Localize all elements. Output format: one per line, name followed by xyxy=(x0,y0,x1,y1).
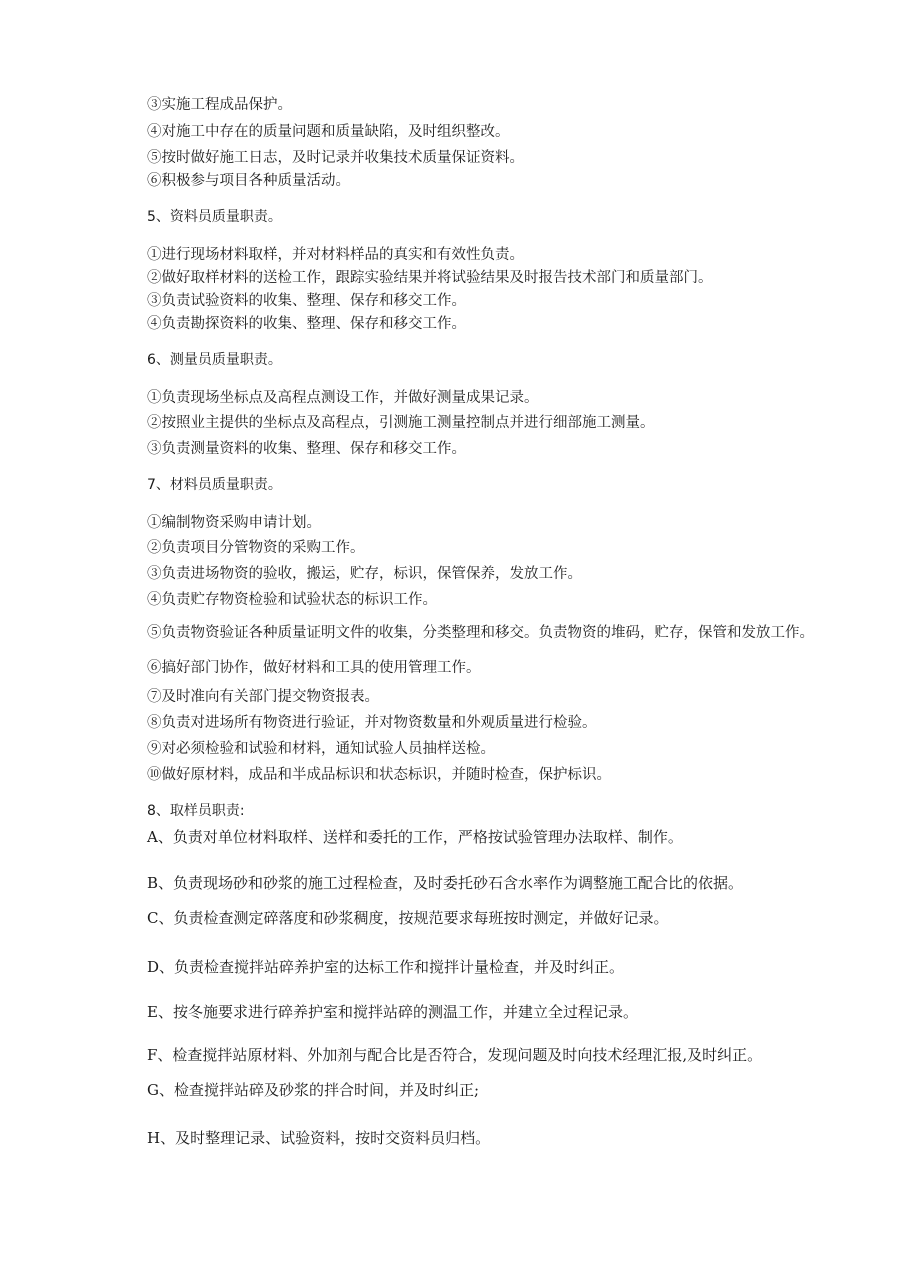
section-heading: 7、材料员质量职责。 xyxy=(147,477,282,493)
list-item: ⑨对必须检验和试验和材料，通知试验人员抽样送检。 xyxy=(147,741,495,757)
list-item: ⑦及时准向有关部门提交物资报表。 xyxy=(147,689,379,705)
list-item: ②按照业主提供的坐标点及高程点，引测施工测量控制点并进行细部施工测量。 xyxy=(147,415,655,431)
list-item: ⑩做好原材料，成品和半成品标识和状态标识，并随时检查，保护标识。 xyxy=(147,767,611,783)
list-item: G、检查搅拌站碎及砂浆的拌合时间，并及时纠正; xyxy=(147,1081,480,1099)
list-item: ⑤负责物资验证各种质量证明文件的收集，分类整理和移交。负责物资的堆码，贮存，保管和发放工作。 xyxy=(147,625,814,641)
section-heading: 5、资料员质量职责。 xyxy=(147,209,282,225)
list-item: ②做好取样材料的送检工作，跟踪实验结果并将试验结果及时报告技术部门和质量部门。 xyxy=(147,270,713,286)
list-item: ④负责勘探资料的收集、整理、保存和移交工作。 xyxy=(147,316,466,332)
list-item: E、按冬施要求进行碎养护室和搅拌站碎的测温工作，并建立全过程记录。 xyxy=(147,1003,638,1021)
list-item: B、负责现场砂和砂浆的施工过程检查，及时委托砂石含水率作为调整施工配合比的依据。 xyxy=(147,874,744,892)
list-item: ①负责现场坐标点及高程点测设工作，并做好测量成果记录。 xyxy=(147,390,539,406)
list-item: ③实施工程成品保护。 xyxy=(147,97,292,113)
list-item: ④负责贮存物资检验和试验状态的标识工作。 xyxy=(147,592,437,608)
list-item: ⑤按时做好施工日志，及时记录并收集技术质量保证资料。 xyxy=(147,150,524,166)
list-item: ⑥搞好部门协作，做好材料和工具的使用管理工作。 xyxy=(147,660,481,676)
list-item: D、负责检查搅拌站碎养护室的达标工作和搅拌计量检查，并及时纠正。 xyxy=(147,958,625,976)
list-item: A、负责对单位材料取样、送样和委托的工作，严格按试验管理办法取样、制作。 xyxy=(147,828,683,846)
list-item: ③负责进场物资的验收，搬运，贮存，标识，保管保养，发放工作。 xyxy=(147,566,582,582)
list-item: ③负责试验资料的收集、整理、保存和移交工作。 xyxy=(147,293,466,309)
list-item: ②负责项目分管物资的采购工作。 xyxy=(147,540,365,556)
list-item: ③负责测量资料的收集、整理、保存和移交工作。 xyxy=(147,441,466,457)
list-item: ⑥积极参与项目各种质量活动。 xyxy=(147,173,350,189)
section-heading: 6、测量员质量职责。 xyxy=(147,352,282,368)
list-item: ④对施工中存在的质量问题和质量缺陷，及时组织整改。 xyxy=(147,124,510,140)
list-item: F、检查搅拌站原材料、外加剂与配合比是否符合，发现问题及时向技术经理汇报,及时纠正。 xyxy=(147,1046,763,1064)
list-item: H、及时整理记录、试验资料，按时交资料员归档。 xyxy=(147,1129,491,1147)
list-item: C、负责检查测定碎落度和砂浆稠度，按规范要求每班按时测定，并做好记录。 xyxy=(147,909,669,927)
list-item: ①编制物资采购申请计划。 xyxy=(147,515,321,531)
list-item: ①进行现场材料取样，并对材料样品的真实和有效性负责。 xyxy=(147,247,524,263)
section-heading: 8、取样员职责: xyxy=(147,803,245,819)
list-item: ⑧负责对进场所有物资进行验证，并对物资数量和外观质量进行检验。 xyxy=(147,715,597,731)
